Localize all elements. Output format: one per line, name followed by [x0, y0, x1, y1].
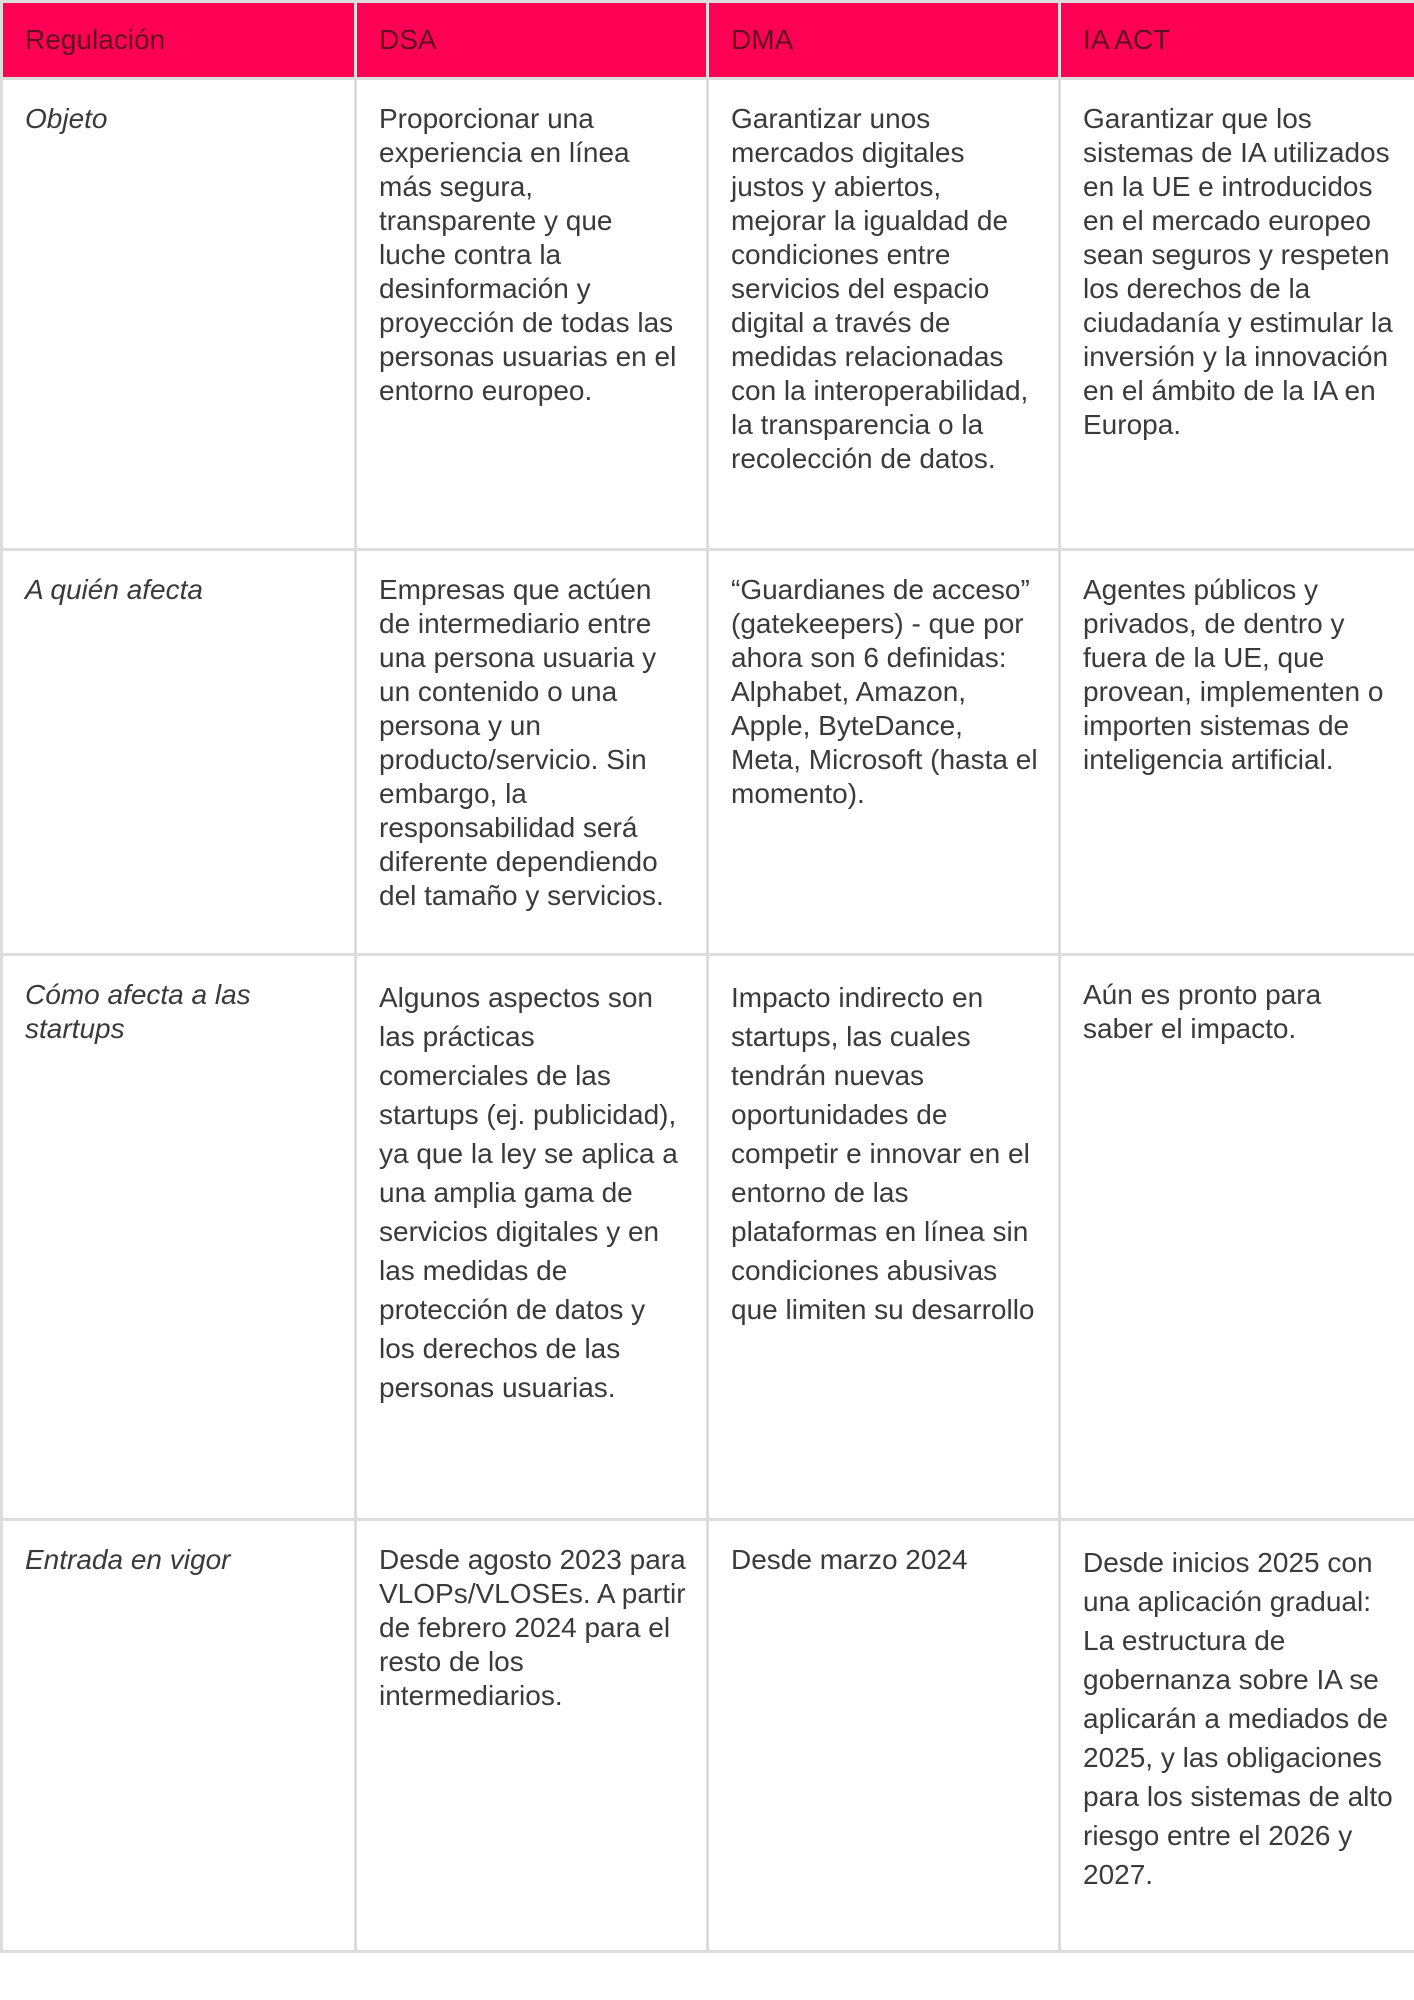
cell-ia-act: Garantizar que los sistemas de IA utilizados en la UE e introducidos en el mercado europeo sean seguros y respeten los derechos de la ciudadanía y estimular la inversión y la innovación en el ámbito de la IA en Europa.: [1060, 79, 1414, 550]
cell-dsa: Desde agosto 2023 para VLOPs/VLOSEs. A partir de febrero 2024 para el resto de los intermediarios.: [356, 1520, 708, 1952]
cell-dsa: Proporcionar una experiencia en línea más segura, transparente y que luche contra la desinformación y proyección de todas las personas usuarias en el entorno europeo.: [356, 79, 708, 550]
cell-dma: “Guardianes de acceso” (gatekeepers) - que por ahora son 6 definidas: Alphabet, Amazon, Apple, ByteDance, Meta, Microsoft (hasta el momento).: [708, 550, 1060, 955]
cell-ia-act: Desde inicios 2025 con una aplicación gradual: La estructura de gobernanza sobre IA se aplicarán a mediados de 2025, y las obligaciones para los sistemas de alto riesgo entre el 2026 y 2027.: [1060, 1520, 1414, 1952]
cell-dma: Desde marzo 2024: [708, 1520, 1060, 1952]
row-label: Objeto: [2, 79, 356, 550]
cell-ia-act: Aún es pronto para saber el impacto.: [1060, 955, 1414, 1520]
header-regulacion: Regulación: [2, 2, 356, 79]
cell-dma: Garantizar unos mercados digitales justos y abiertos, mejorar la igualdad de condiciones entre servicios del espacio digital a través de medidas relacionadas con la interoperabilidad, la transparencia o la recolección de datos.: [708, 79, 1060, 550]
row-label: Cómo afecta a las startups: [2, 955, 356, 1520]
table-row-como-afecta-startups: [2, 955, 1414, 1520]
header-ia-act: IA ACT: [1060, 2, 1414, 79]
cell-dsa: Algunos aspectos son las prácticas comerciales de las startups (ej. publicidad), ya que la ley se aplica a una amplia gama de servicios digitales y en las medidas de protección de datos y los derechos de las personas usuarias.: [356, 955, 708, 1520]
cell-ia-act: Agentes públicos y privados, de dentro y fuera de la UE, que provean, implementen o importen sistemas de inteligencia artificial.: [1060, 550, 1414, 955]
table-row-objeto: [2, 79, 1414, 550]
row-label: Entrada en vigor: [2, 1520, 356, 1952]
table-body: [2, 79, 1414, 1952]
header-row: [2, 2, 1414, 79]
row-label: A quién afecta: [2, 550, 356, 955]
table-row-a-quien-afecta: [2, 550, 1414, 955]
table-row-entrada-en-vigor: [2, 1520, 1414, 1952]
cell-dsa: Empresas que actúen de intermediario entre una persona usuaria y un contenido o una persona y un producto/servicio. Sin embargo, la responsabilidad será diferente dependiendo del tamaño y servicios.: [356, 550, 708, 955]
header-dsa: DSA: [356, 2, 708, 79]
header-dma: DMA: [708, 2, 1060, 79]
table-header: [2, 2, 1414, 79]
cell-dma: Impacto indirecto en startups, las cuales tendrán nuevas oportunidades de competir e innovar en el entorno de las plataformas en línea sin condiciones abusivas que limiten su desarrollo: [708, 955, 1060, 1520]
